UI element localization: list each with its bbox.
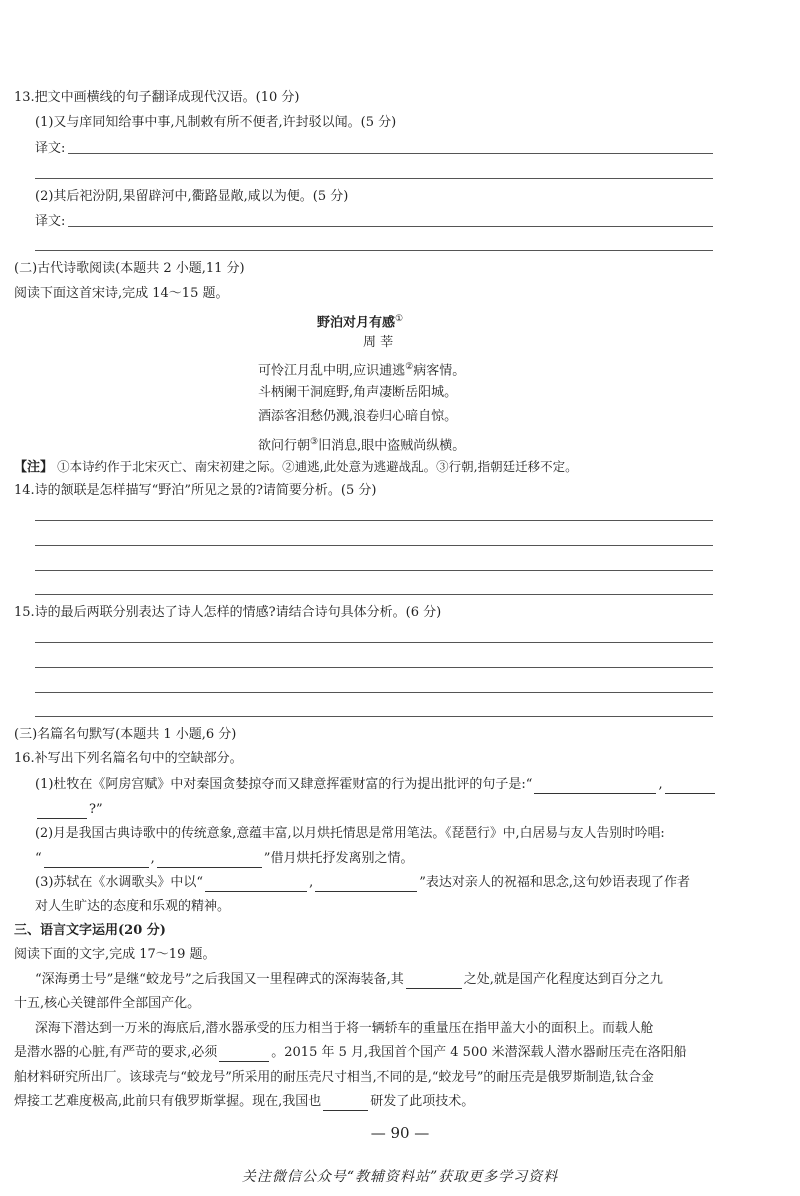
poem-line-1: [258, 358, 465, 380]
q16-1-text: (1)杜牧在《阿房宫赋》中对秦国贪婪掠夺而又肆意挥霍财富的行为提出批评的句子是:“: [35, 777, 533, 792]
fill-blank[interactable]: [315, 877, 417, 892]
section-2-intro: 阅读下面这首宋诗,完成 14～15 题。: [14, 286, 229, 301]
fill-blank[interactable]: [323, 1096, 368, 1111]
q16-3-comma: ,: [309, 875, 314, 890]
p2c: 。2015 年 5 月,我国首个国产 4 500 米潜深载人潜水器耐压壳在洛阳船: [271, 1045, 687, 1060]
passage-p2-line-3: 舶材料研究所出厂。该球壳与“蛟龙号”所采用的耐压壳尺寸相当,不同的是,“蛟龙号”的耐压壳是俄罗斯制造,钛合金: [14, 1070, 654, 1085]
q16-2-open: “: [35, 851, 42, 866]
p2e: 焊接工艺难度极高,此前只有俄罗斯掌握。现在,我国也: [14, 1094, 322, 1109]
poem-line-1b: 病客情。: [413, 363, 466, 379]
p2f: 研发了此项技术。: [370, 1094, 475, 1109]
q16-item-2-cont: [35, 850, 413, 868]
q13-answer-label-2: 译文:: [35, 214, 66, 229]
answer-line[interactable]: [35, 178, 713, 179]
notes-label: 【注】: [14, 460, 54, 475]
answer-line[interactable]: [68, 153, 713, 154]
poem-line-4a: 欲问行朝: [258, 438, 311, 454]
poem-notes: [14, 458, 578, 477]
part-3-heading: 三、语言文字运用(20 分): [14, 923, 166, 938]
fill-blank[interactable]: [157, 853, 262, 868]
answer-line[interactable]: [35, 692, 713, 693]
section-2-heading: (二)古代诗歌阅读(本题共 2 小题,11 分): [14, 261, 245, 276]
fill-blank[interactable]: [534, 779, 656, 794]
poem-line-2: 斗柄阑干洞庭野,角声凄断岳阳城。: [258, 385, 458, 400]
q16-1-end: ?”: [89, 802, 103, 817]
footer-watermark: 关注微信公众号“教辅资料站”获取更多学习资料: [241, 1169, 559, 1185]
fill-blank[interactable]: [205, 877, 307, 892]
q13-title: 13.把文中画横线的句子翻译成现代汉语。(10 分): [14, 90, 300, 105]
answer-line[interactable]: [68, 226, 713, 227]
fill-blank[interactable]: [37, 804, 87, 819]
part-3-intro: 阅读下面的文字,完成 17～19 题。: [14, 947, 216, 962]
page-number: — 90 —: [370, 1124, 430, 1142]
q16-item-3: [35, 874, 690, 892]
q13-sentence-2: (2)其后祀汾阴,果留辟河中,衢路显敞,咸以为便。(5 分): [35, 189, 349, 204]
answer-line[interactable]: [35, 570, 713, 571]
poem-line-3: 酒添客泪愁仍溅,浪卷归心暗自惊。: [258, 409, 458, 424]
notes-text: ①本诗约作于北宋灭亡、南宋初建之际。②逋逃,此处意为逃避战乱。③行朝,指朝廷迁移不定。: [57, 459, 578, 474]
poem-note-mark-2: ②: [405, 362, 414, 372]
answer-line[interactable]: [35, 594, 713, 595]
fill-blank[interactable]: [219, 1047, 269, 1062]
answer-line[interactable]: [35, 642, 713, 643]
q13-sentence-1: (1)又与庠同知给事中事,凡制敕有所不便者,许封驳以闻。(5 分): [35, 115, 397, 130]
q16-2-end: ”借月烘托抒发离别之情。: [263, 851, 414, 866]
passage-p1-line-2: 十五,核心关键部件全部国产化。: [14, 996, 201, 1011]
q16-3-end: ”表达对亲人的祝福和思念,这句妙语表现了作者: [419, 875, 690, 890]
poem-line-4b: 旧消息,眼中盗贼尚纵横。: [318, 438, 466, 454]
poem-author: 周 莘: [363, 335, 394, 350]
poem-title-text: 野泊对月有感: [317, 315, 396, 331]
q15-title: 15.诗的最后两联分别表达了诗人怎样的情感?请结合诗句具体分析。(6 分): [14, 605, 442, 620]
q16-title: 16.补写出下列名篇名句中的空缺部分。: [14, 751, 243, 766]
q16-item-2: (2)月是我国古典诗歌中的传统意象,意蕴丰富,以月烘托情思是常用笔法。《琵琶行》中,白居易与友人告别时吟唱:: [35, 826, 665, 841]
fill-blank[interactable]: [44, 853, 149, 868]
poem-title: [317, 310, 403, 332]
q13-answer-label-1: 译文:: [35, 141, 66, 156]
passage-p2-line-4: [14, 1093, 474, 1111]
answer-line[interactable]: [35, 545, 713, 546]
q16-item-1: [35, 776, 717, 794]
section-3-heading: (三)名篇名句默写(本题共 1 小题,6 分): [14, 727, 237, 742]
answer-line[interactable]: [35, 520, 713, 521]
p1a: “深海勇士号”是继“蛟龙号”之后我国又一里程碑式的深海装备,其: [35, 972, 404, 987]
passage-p2-line-1: 深海下潜达到一万米的海底后,潜水器承受的压力相当于将一辆轿车的重量压在指甲盖大小的面积上。而载人舱: [35, 1021, 654, 1036]
fill-blank[interactable]: [406, 974, 462, 989]
q16-3-text: (3)苏轼在《水调歌头》中以“: [35, 875, 204, 890]
fill-blank[interactable]: [665, 779, 715, 794]
q14-title: 14.诗的颔联是怎样描写“野泊”所见之景的?请简要分析。(5 分): [14, 483, 377, 498]
q16-2-comma: ,: [150, 851, 155, 866]
answer-line[interactable]: [35, 667, 713, 668]
answer-line[interactable]: [35, 250, 713, 251]
passage-p2-line-2: [14, 1044, 687, 1062]
poem-title-note-mark: ①: [395, 314, 404, 324]
poem-line-1a: 可怜江月乱中明,应识逋逃: [258, 363, 406, 379]
q16-item-3-cont: 对人生旷达的态度和乐观的精神。: [35, 899, 231, 914]
poem-line-4: [258, 433, 465, 455]
p1b: 之处,就是国产化程度达到百分之九: [463, 972, 663, 987]
q16-item-1-cont: [35, 801, 103, 819]
passage-p1-line-1: [35, 971, 663, 989]
poem-note-mark-3: ③: [310, 437, 319, 447]
q16-1-comma: ,: [658, 777, 663, 792]
answer-line[interactable]: [35, 716, 713, 717]
p2b: 是潜水器的心脏,有严苛的要求,必须: [14, 1045, 218, 1060]
